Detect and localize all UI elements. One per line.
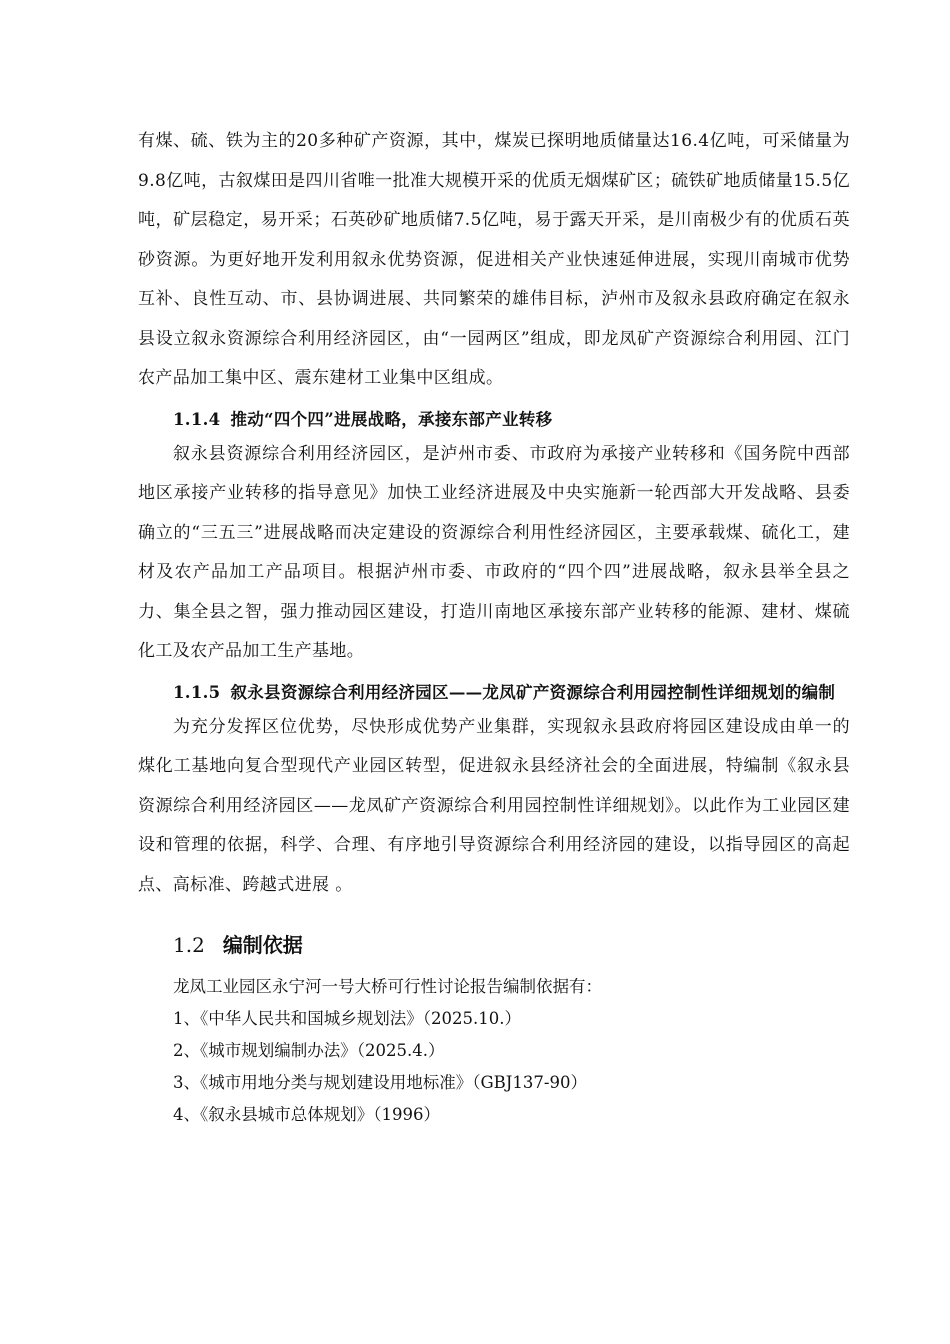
section-heading-1-1-4 [138, 405, 850, 435]
document-body [138, 122, 850, 1131]
list-item: 1、《中华人民共和国城乡规划法》（2025.10.） [173, 1009, 521, 1028]
section-title: 叙永县资源综合利用经济园区——龙凤矿产资源综合利用园控制性详细规划的编制 [230, 682, 836, 702]
intro-paragraph: 有煤、硫、铁为主的20多种矿产资源，其中，煤炭已探明地质储量达16.4亿吨，可采储量为9.8亿吨，古叙煤田是四川省唯一批准大规模开采的优质无烟煤矿区；硫铁矿地质储量15.5亿吨，矿层稳定，易开采；石英砂矿地质储7.5亿吨，易于露天开采，是川南极少有的优质石英砂资源。为更好地开发利用叙永优势资源，促进相关产业快速延伸进展，实现川南城市优势互补、良性互动、市、县协调进展、共同繁荣的雄伟目标，泸州市及叙永县政府确定在叙永县设立叙永资源综合利用经济园区，由“一园两区”组成，即龙凤矿产资源综合利用园、江门农产品加工集中区、震东建材工业集中区组成。 [138, 131, 850, 388]
section-title: 编制依据 [222, 933, 303, 957]
basis-lead: 龙凤工业园区永宁河一号大桥可行性讨论报告编制依据有： [173, 977, 602, 996]
section-1-1-5-paragraph: 为充分发挥区位优势，尽快形成优势产业集群，实现叙永县政府将园区建设成由单一的煤化工基地向复合型现代产业园区转型，促进叙永县经济社会的全面进展，特编制《叙永县资源综合利用经济园区——龙凤矿产资源综合利用园控制性详细规划》。以此作为工业园区建设和管理的依据，科学、合理、有序地引导资源综合利用经济园的建设，以指导园区的高起点、高标准、跨越式进展 。 [138, 716, 850, 895]
list-item: 3、《城市用地分类与规划建设用地标准》（GBJ137-90） [173, 1073, 587, 1092]
section-number: 1.1.4 [173, 409, 221, 429]
list-item: 2、《城市规划编制办法》（2025.4.） [173, 1041, 445, 1060]
section-number: 1.1.5 [173, 682, 221, 702]
section-heading-1-1-5 [138, 678, 850, 708]
list-item: 4、《叙永县城市总体规划》（1996） [173, 1105, 440, 1124]
section-1-1-4-paragraph: 叙永县资源综合利用经济园区，是泸州市委、市政府为承接产业转移和《国务院中西部地区承接产业转移的指导意见》加快工业经济进展及中央实施新一轮西部大开发战略、县委确立的“三五三”进展战略而决定建设的资源综合利用性经济园区，主要承载煤、硫化工，建材及农产品加工产品项目。根据泸州市委、市政府的“四个四”进展战略，叙永县举全县之力、集全县之智，强力推动园区建设，打造川南地区承接东部产业转移的能源、建材、煤硫化工及农产品加工生产基地。 [138, 443, 850, 661]
section-number: 1.2 [173, 933, 205, 957]
basis-list [138, 971, 850, 1131]
section-heading-1-2 [138, 925, 850, 965]
section-title: 推动“四个四”进展战略，承接东部产业转移 [230, 409, 553, 429]
